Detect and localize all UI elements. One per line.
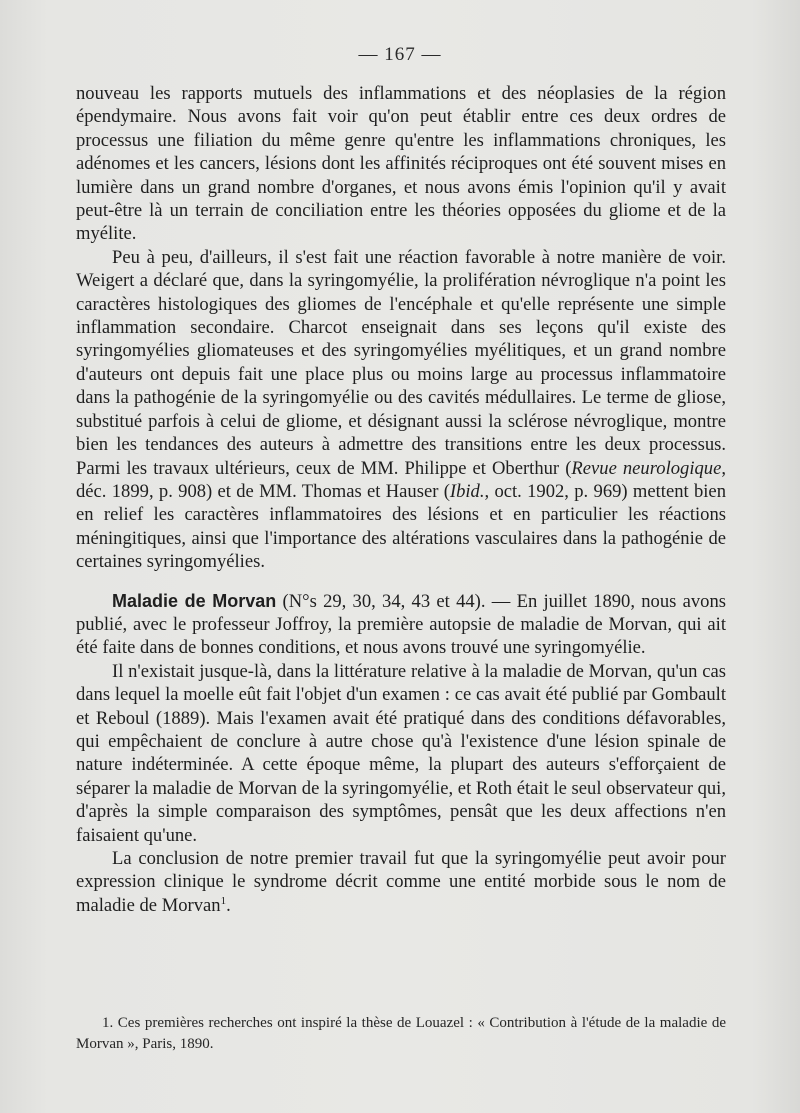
paragraph-reaction-favorable (76, 246, 726, 574)
paragraph-maladie-de-morvan (76, 590, 726, 660)
section-heading: Maladie de Morvan (112, 590, 277, 611)
page-number: — 167 — (358, 44, 442, 65)
paragraph-end: . (226, 894, 231, 916)
citation-ibid: Ibid. (449, 480, 485, 502)
citation-journal-title: Revue neurologique (571, 457, 722, 479)
paragraph-text: Peu à peu, d'ailleurs, il s'est fait une réaction favorable à notre manière de voir. Weigert a déclaré que, dans la syringomyélie, la prolifération névroglique n'a point les caractères histologiques des gliomes de l'encéphale et qu'elle représente une simple inflammation secondaire. Charcot enseignait dans ses leçons qu'il existe des syringomyélies gliomateuses et des syringomyélies myélitiques, et un grand nombre d'auteurs ont depuis fait une place plus ou moins large au processus inflammatoire dans la pathogénie de la syringomyélie ou des cavités médullaires. Le terme de gliose, substitué parfois à celui de gliome, et désignant aussi la sclérose névroglique, montre bien les tendances des auteurs à admettre des transitions entre les deux processus. Parmi les travaux ultérieurs, ceux de MM. Philippe et Oberthur (76, 246, 726, 479)
paragraph-text: (N°s 29, 30, 34, 43 et 44). — En juillet 1890, nous avons publié, avec le professeur Joffroy, la première autopsie de maladie de Morvan, qui ait été faite dans de bonnes conditions, et nous avons trouvé une syringomyélie. (76, 590, 726, 659)
paragraph-text-continued: , oct. 1902, p. 969) mettent bien en relief les caractères inflammatoires des lésions et en particulier les réactions méningitiques, ainsi que l'importance des altérations vasculaires dans la pathogénie de certaines syringomyélies. (76, 480, 726, 573)
citation-open: ( (559, 457, 572, 479)
paragraph-literature: Il n'existait jusque-là, dans la littérature relative à la maladie de Morvan, qu'un cas dans lequel la moelle eût fait l'objet d'un examen : ce cas avait été publié par Gombault et Reboul (1889). Mais l'examen avait été pratiqué dans des conditions défavorables, qui empêchaient de conclure à autre chose qu'à l'existence d'une lésion spinale de nature indéterminée. A cette époque même, la plupart des auteurs s'efforçaient de séparer la maladie de Morvan de la syringomyélie, et Roth était le seul observateur qui, d'après la simple comparaison des symptômes, pensât que les deux affections n'en faisaient qu'une. (76, 660, 726, 846)
body-text (76, 82, 726, 917)
citation-text: , déc. 1899, p. 908) et de MM. Thomas et Hauser ( (76, 457, 726, 502)
paragraph-ependymal-region: nouveau les rapports mutuels des inflammations et des néoplasies de la région épendymaire. Nous avons fait voir qu'on peut établir entre ces deux ordres de processus une filiation du même genre qu'entre les inflammations chroniques, les adénomes et les cancers, lésions dont les affinités réciproques ont été souvent mises en lumière dans un grand nombre d'organes, et nous avons émis l'opinion qu'il y avait peut-être là un terrain de conciliation entre les théories opposées du gliome et de la myélite. (76, 83, 726, 245)
footnote-reference: 1 (220, 894, 227, 907)
paragraph-text: La conclusion de notre premier travail fut que la syringomyélie peut avoir pour expression clinique le syndrome décrit comme une entité morbide sous le nom de maladie de Morvan (76, 848, 726, 916)
footnote: 1. Ces premières recherches ont inspiré la thèse de Louazel : « Contribution à l'étude de la maladie de Morvan », Paris, 1890. (76, 1015, 726, 1052)
paragraph-conclusion (76, 847, 726, 917)
